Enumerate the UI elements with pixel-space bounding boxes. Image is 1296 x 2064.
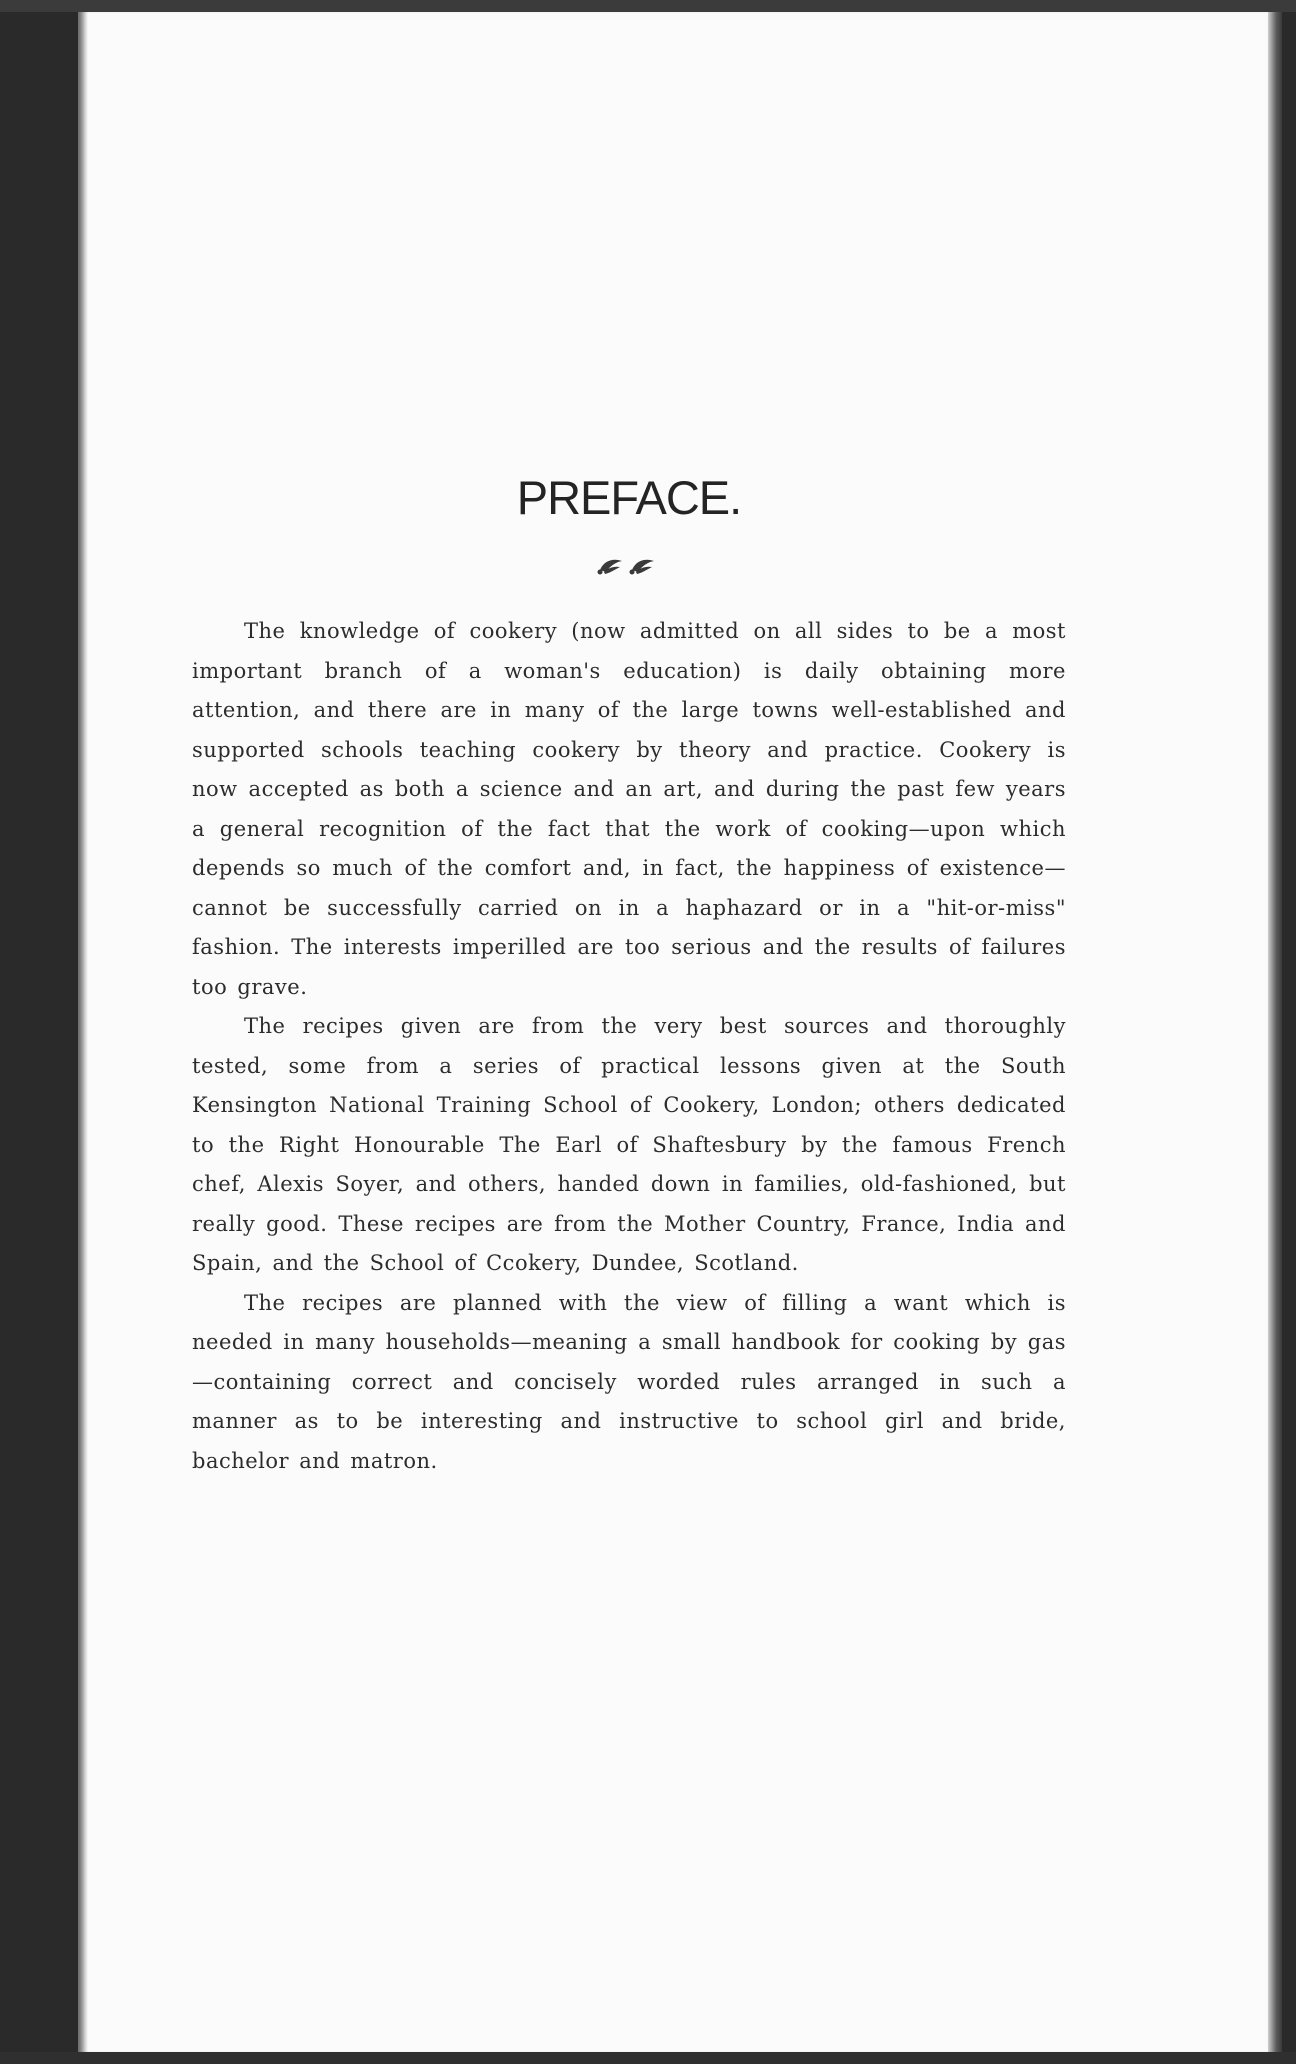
page-title: PREFACE. [516, 471, 742, 524]
scan-top-edge [0, 0, 1296, 12]
double-leaf-ornament-icon [594, 552, 664, 578]
page-gutter-shadow [78, 12, 88, 2052]
page-content [192, 470, 1066, 1481]
page-right-edge [1268, 12, 1282, 2052]
preface-paragraph-2: The recipes given are from the very best sources and thoroughly tested, some from a series of practical lessons given at the South Kensington National Training School of Cookery, London; others dedicated to the Right Honourable The Earl of Shaftesbury by the famous French chef, Alexis Soyer, and others, handed down in families, old-fashioned, but really good. These recipes are from the Mother Country, France, India and Spain, and the School of Ccokery, Dundee, Scotland. [192, 1014, 1066, 1276]
preface-paragraph-1: The knowledge of cookery (now admitted on all sides to be a most important branch of a woman's education) is daily obtaining more attention, and there are in many of the large towns well-established and supported schools teaching cookery by theory and practice. Cookery is now accepted as both a science and an art, and during the past few years a general recognition of the fact that the work of cooking—upon which depends so much of the comfort and, in fact, the happiness of existence—cannot be successfully carried on in a haphazard or in a "hit-or-miss" fashion. The interests imperilled are too serious and the results of failures too grave. [192, 619, 1066, 999]
preface-paragraph-3: The recipes are planned with the view of filling a want which is needed in many households—meaning a small handbook for cooking by gas—containing correct and concisely worded rules arranged in such a manner as to be interesting and instructive to school girl and bride, bachelor and matron. [192, 1290, 1066, 1473]
scan-bottom-edge [0, 2052, 1296, 2064]
